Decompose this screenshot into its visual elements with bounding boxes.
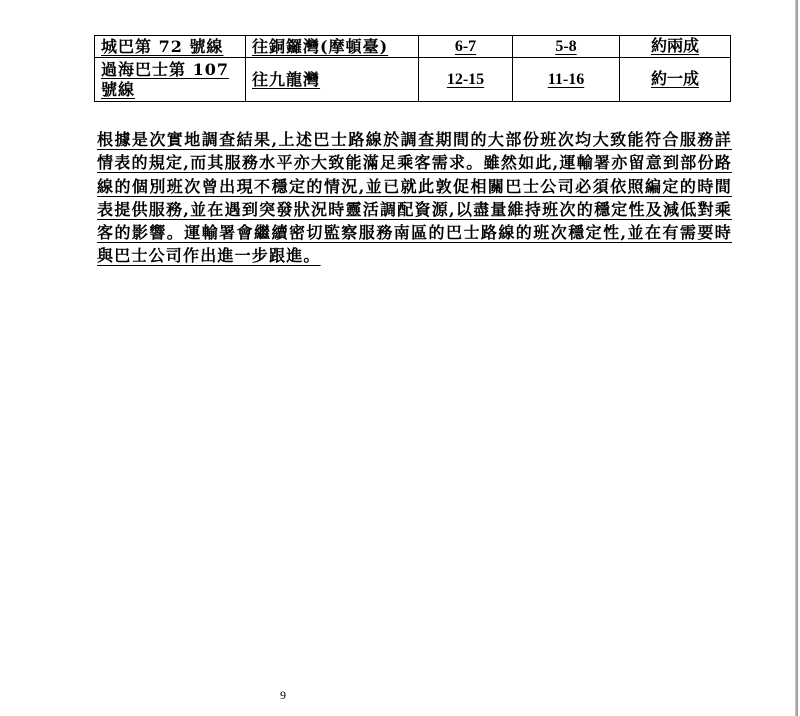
value-cell: 6-7 — [419, 36, 513, 58]
route-table — [94, 35, 731, 102]
findings-paragraph: 根據是次實地調查結果,上述巴士路線於調查期間的大部份班次均大致能符合服務詳情表的規定,而其服務水平亦大致能滿足乘客需求。雖然如此,運輸署亦留意到部份路線的個別班次曾出現不穩定的情況,並已就此敦促相關巴士公司必須依照編定的時間表提供服務,並在遇到突發狀況時靈活調配資源,以盡量維持班次的穩定性及減低對乘客的影響。運輸署會繼續密切監察服務南區的巴士路線的班次穩定性,並在有需要時與巴士公司作出進一步跟進。 — [97, 130, 732, 266]
route-cell: 城巴第 72 號線 — [95, 36, 246, 58]
value-cell: 5-8 — [513, 36, 620, 58]
share-cell: 約兩成 — [620, 36, 731, 58]
destination-cell: 往銅鑼灣(摩頓臺) — [246, 36, 419, 58]
page-edge — [795, 0, 798, 716]
table-row — [95, 36, 731, 58]
route-cell: 過海巴士第 107 號線 — [95, 58, 246, 102]
share-cell: 約一成 — [620, 58, 731, 102]
destination-cell: 往九龍灣 — [246, 58, 419, 102]
page-number: 9 — [280, 688, 286, 702]
value-cell: 11-16 — [513, 58, 620, 102]
table-row — [95, 58, 731, 102]
value-cell: 12-15 — [419, 58, 513, 102]
